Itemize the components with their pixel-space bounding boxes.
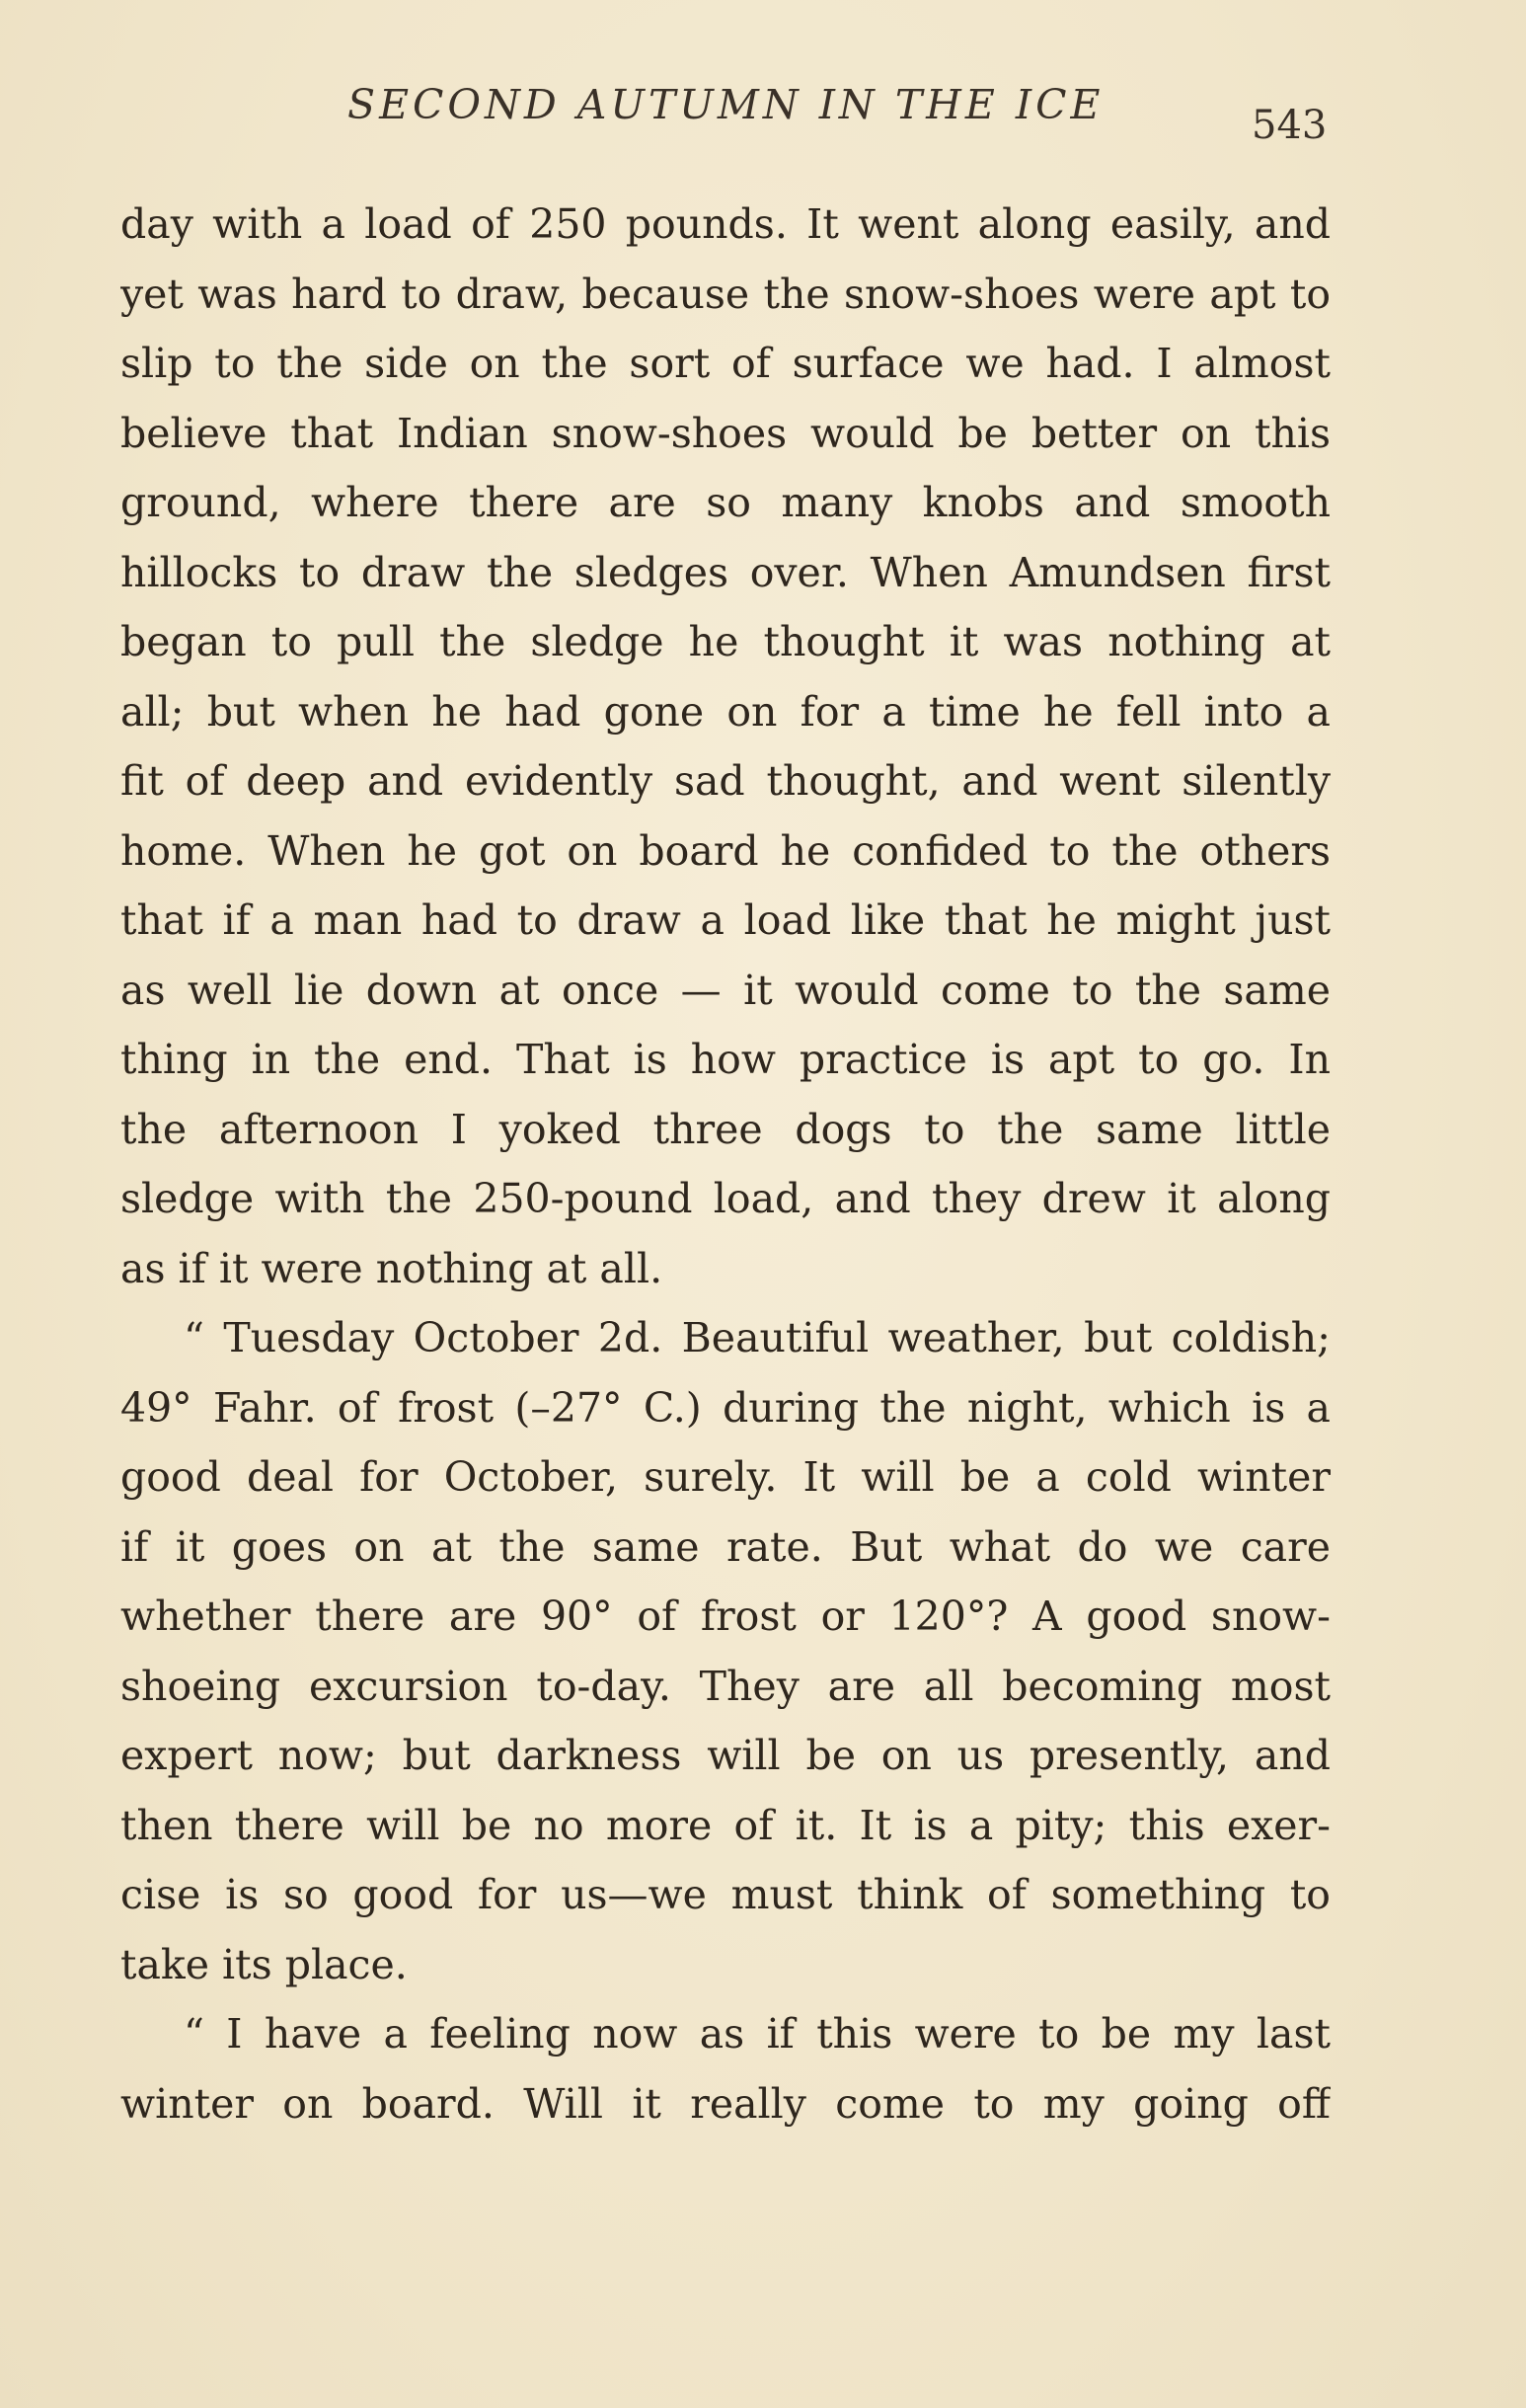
text-line: fit of deep and evidently sad thought, and went silently <box>120 757 1331 805</box>
running-head <box>0 81 1526 148</box>
text-line: the afternoon I yoked three dogs to the same little <box>120 1105 1331 1153</box>
text-line: good deal for October, surely. It will be a cold winter <box>120 1453 1331 1501</box>
text-line: shoeing excursion to-day. They are all becoming most <box>120 1662 1331 1710</box>
text-line: then there will be no more of it. It is a pity; this exer- <box>120 1801 1331 1849</box>
text-body <box>120 190 1331 2138</box>
text-line: hillocks to draw the sledges over. When Amundsen first <box>120 548 1331 596</box>
text-line: as well lie down at once — it would come to the same <box>120 966 1331 1014</box>
text-line: winter on board. Will it really come to my going off <box>120 2079 1331 2128</box>
text-line: “ I have a feeling now as if this were to be my last <box>184 2010 1331 2058</box>
text-line: day with a load of 250 pounds. It went along easily, and <box>120 200 1331 248</box>
running-title: SECOND AUTUMN IN THE ICE <box>347 81 1105 128</box>
text-line: if it goes on at the same rate. But what do we care <box>120 1522 1331 1571</box>
text-line: take its place. <box>120 1940 408 1988</box>
text-line: cise is so good for us—we must think of something to <box>120 1871 1331 1918</box>
text-line: 49° Fahr. of frost (–27° C.) during the night, which is a <box>120 1383 1331 1432</box>
page-number: 543 <box>1252 103 1328 148</box>
text-line: all; but when he had gone on for a time he fell into a <box>120 687 1331 736</box>
text-line: thing in the end. That is how practice is apt to go. In <box>120 1036 1331 1083</box>
text-line: began to pull the sledge he thought it was nothing at <box>120 618 1331 665</box>
text-line: whether there are 90° of frost or 120°? A good snow- <box>120 1592 1331 1640</box>
text-line: yet was hard to draw, because the snow-shoes were apt to <box>120 270 1331 318</box>
text-line: “ Tuesday October 2d. Beautiful weather, but coldish; <box>184 1314 1331 1361</box>
text-line: as if it were nothing at all. <box>120 1244 663 1292</box>
text-line: slip to the side on the sort of surface we had. I almost <box>120 340 1331 387</box>
text-line: believe that Indian snow-shoes would be better on this <box>120 409 1331 457</box>
text-line: sledge with the 250-pound load, and they drew it along <box>120 1175 1331 1222</box>
text-line: home. When he got on board he confided to the others <box>120 826 1331 875</box>
text-line: ground, where there are so many knobs and smooth <box>120 479 1331 526</box>
text-line: that if a man had to draw a load like that he might just <box>120 896 1331 944</box>
text-line: expert now; but darkness will be on us presently, and <box>120 1732 1331 1779</box>
